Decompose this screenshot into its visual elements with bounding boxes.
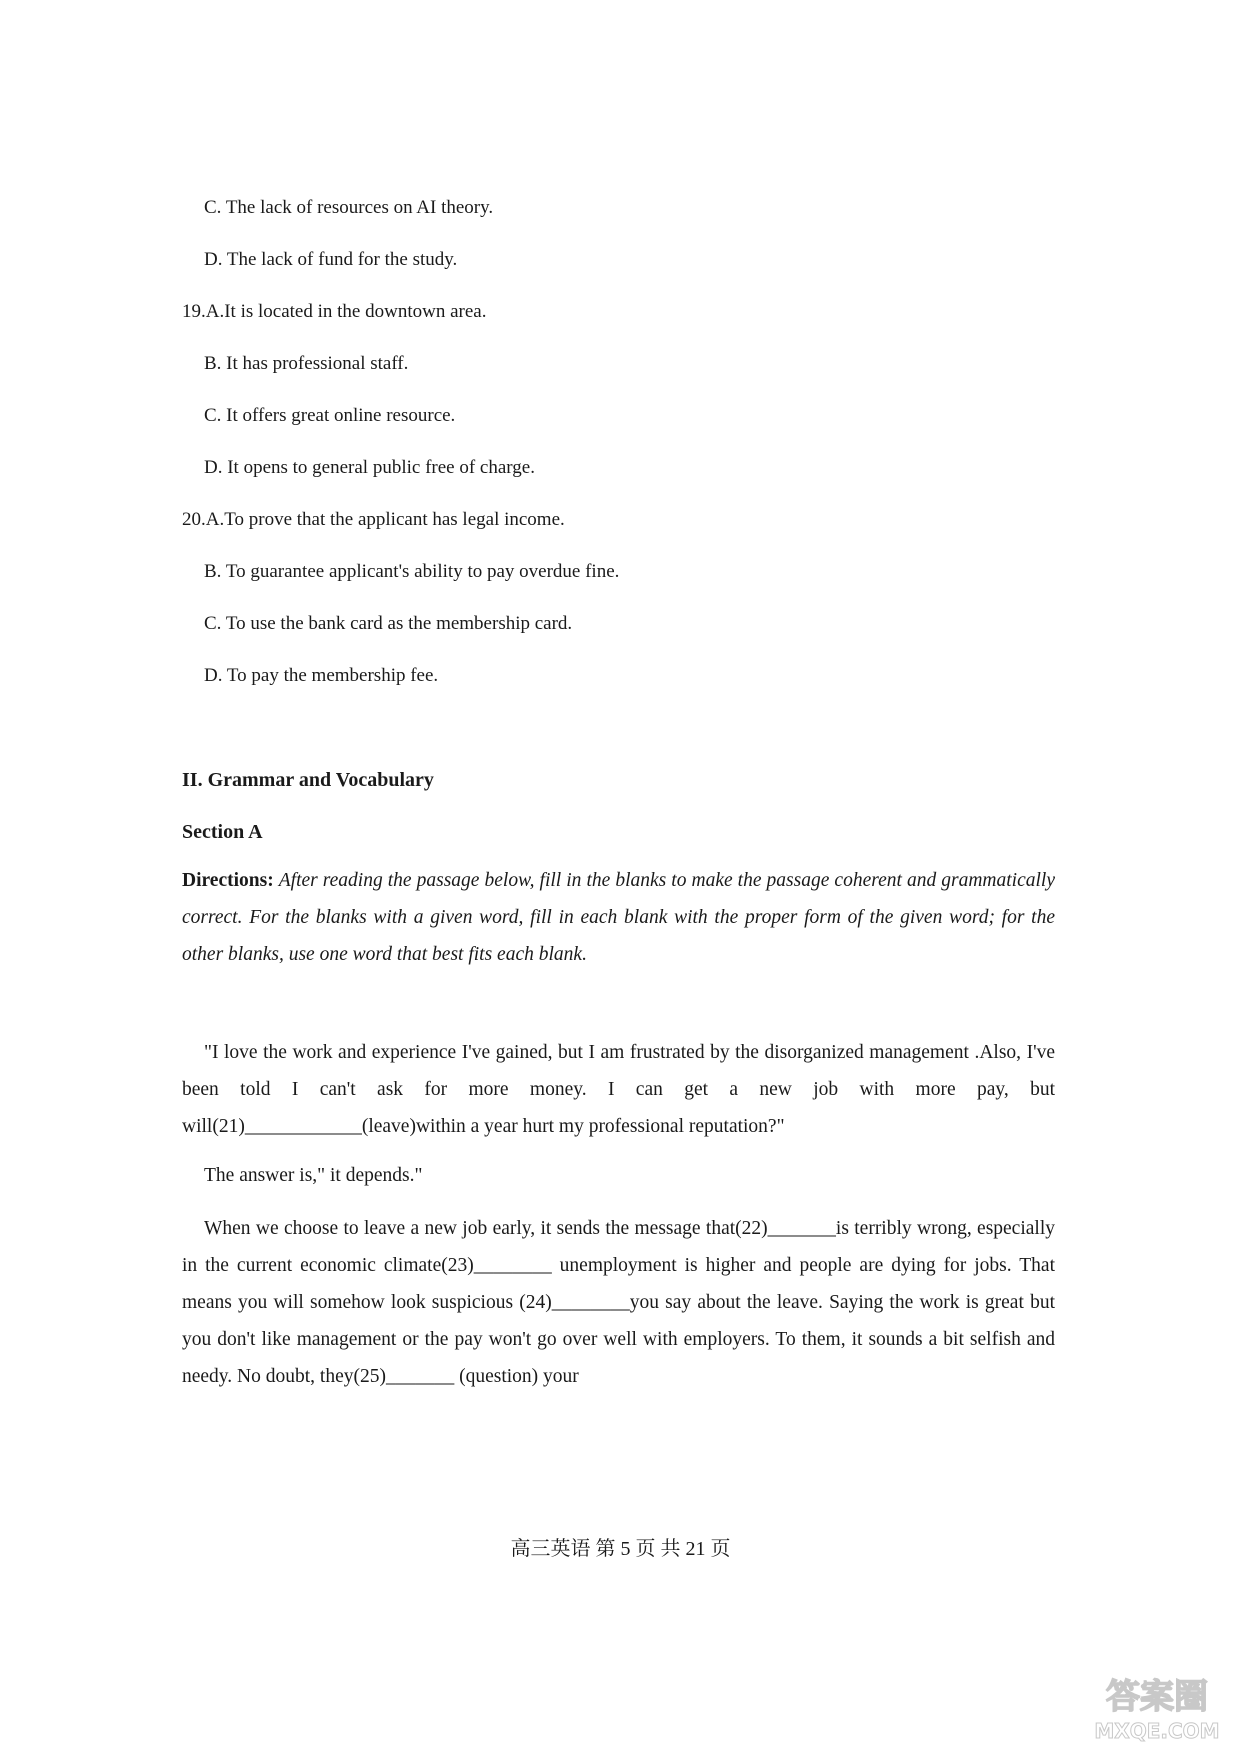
option-20-c: C. To use the bank card as the membership card.	[204, 613, 573, 634]
option-19-d: D. It opens to general public free of charge.	[204, 457, 535, 478]
option-20-b: B. To guarantee applicant's ability to pay overdue fine.	[204, 561, 620, 582]
option-20-d: D. To pay the membership fee.	[204, 665, 439, 686]
option-20-a: 20.A.To prove that the applicant has legal income.	[182, 509, 565, 530]
watermark-url: MXQE.COM	[1094, 1719, 1220, 1743]
directions	[182, 862, 1055, 973]
directions-label: Directions:	[182, 870, 274, 891]
option-19-b: B. It has professional staff.	[204, 353, 409, 374]
passage-paragraph-2-text: The answer is," it depends."	[204, 1165, 423, 1186]
part-title: II. Grammar and Vocabulary	[182, 769, 434, 791]
directions-text: After reading the passage below, fill in the blanks to make the passage coherent and grammatically correct. For the blanks with a given word, fill in each blank with the proper form of the given word; for the other blanks, use one word that best fits each blank.	[182, 870, 1055, 965]
passage-paragraph-3	[182, 1210, 1055, 1395]
passage-paragraph-1	[182, 1034, 1055, 1145]
watermark-logo-graphic	[1087, 1664, 1227, 1744]
watermark-logo	[1087, 1664, 1227, 1744]
option-19-a: 19.A.It is located in the downtown area.	[182, 301, 487, 322]
passage-paragraph-3-text: When we choose to leave a new job early, it sends the message that(22)_______is terribly wrong, especially in the current economic climate(23)________ unemployment is higher and people are dying for jobs. That means you will somehow look suspicious (24)________you say about the leave. Saying the work is great but you don't like management or the pay won't go over well with employers. To them, it sounds a bit selfish and needy. No doubt, they(25)_______ (question) your	[182, 1218, 1055, 1387]
watermark-logo-text: 答案圈	[1106, 1677, 1208, 1717]
section-title: Section A	[182, 821, 263, 843]
option-18-c: C. The lack of resources on AI theory.	[204, 197, 494, 218]
option-18-d: D. The lack of fund for the study.	[204, 249, 458, 270]
option-19-c: C. It offers great online resource.	[204, 405, 456, 426]
passage-paragraph-2	[182, 1157, 1055, 1194]
page-footer: 高三英语 第 5 页 共 21 页	[510, 1538, 731, 1560]
passage-paragraph-1-text: "I love the work and experience I've gained, but I am frustrated by the disorganized management .Also, I've been told I can't ask for more money. I can get a new job with more pay, but will(21)____________(leave)within a year hurt my professional reputation?"	[182, 1042, 1055, 1137]
